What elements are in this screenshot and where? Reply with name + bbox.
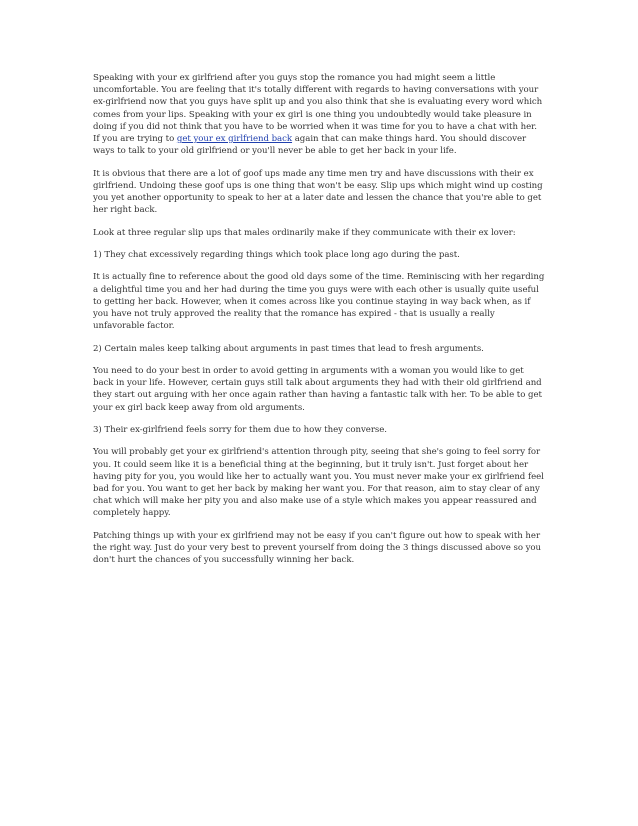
intro-text-start: Speaking with your ex girlfriend after you guys stop the romance you had might seem a little uncomfortable. You are feeling that it's totally different with regards to having conversations with your ex-girlfriend now that you guys have split up and you also think that she is evaluating every word which comes from your lips. Speaking with your ex girl is one thing you undoubtedly would take pleasure in doing if you did not think that you have to be worried when it was time for you to have a chat with her. If you are trying to: [93, 73, 543, 145]
list-item-2-heading: 2) Certain males keep talking about arguments in past times that lead to fresh arguments.: [93, 343, 484, 354]
paragraph-intro: [93, 72, 545, 157]
paragraph-goof-ups: It is obvious that there are a lot of goof ups made any time men try and have discussions with their ex girlfriend. Undoing these goof ups is one thing that won't be easy. Slip ups which might wind up costing you yet another opportunity to speak to her at a later date and lessen the chance that you're able to get her right back.: [93, 168, 543, 216]
paragraph-conclusion: Patching things up with your ex girlfriend may not be easy if you can't figure out how to speak with her the right way. Just do your very best to prevent yourself from doing the 3 things discussed above so you don't hurt the chances of you successfully winning her back.: [93, 530, 542, 566]
document-body: [93, 72, 545, 577]
list-item-3-heading: 3) Their ex-girlfriend feels sorry for them due to how they converse.: [93, 424, 387, 435]
list-item-1-heading: 1) They chat excessively regarding things which took place long ago during the past.: [93, 250, 460, 260]
paragraph-arguments: You need to do your best in order to avoid getting in arguments with a woman you would like to get back in your life. However, certain guys still talk about arguments they had with their old girlfriend and they start out arguing with her once again rather than having a fantastic talk with her. To be able to get your ex girl back keep away from old arguments.: [93, 365, 542, 413]
intro-text-end: again that can make things hard. You should discover ways to talk to your old girlfriend or you'll never be able to get her back in your life.: [93, 134, 527, 157]
paragraph-reminiscing: It is actually fine to reference about the good old days some of the time. Reminiscing with her regarding a delightful time you and her had during the time you guys were with each other is usually quite useful to getting her back. However, when it comes across like you continue staying in way back when, as if you have not truly approved the reality that the romance has expired - that is usually a really unfavorable factor.: [93, 272, 545, 332]
paragraph-pity: You will probably get your ex girlfriend's attention through pity, seeing that she's going to feel sorry for you. It could seem like it is a beneficial thing at the beginning, but it truly isn't. Just forget about her having pity for you, you would like her to actually want you. You must never make your ex girlfriend feel bad for you. You want to get her back by making her want you. For that reason, aim to stay clear of any chat which will make her pity you and also make use of a style which makes you appear reassured and completely happy.: [93, 447, 544, 519]
paragraph-slip-ups-intro: Look at three regular slip ups that males ordinarily make if they communicate with their ex lover:: [93, 227, 516, 238]
get-ex-girlfriend-back-link[interactable]: get your ex girlfriend back: [176, 134, 293, 145]
